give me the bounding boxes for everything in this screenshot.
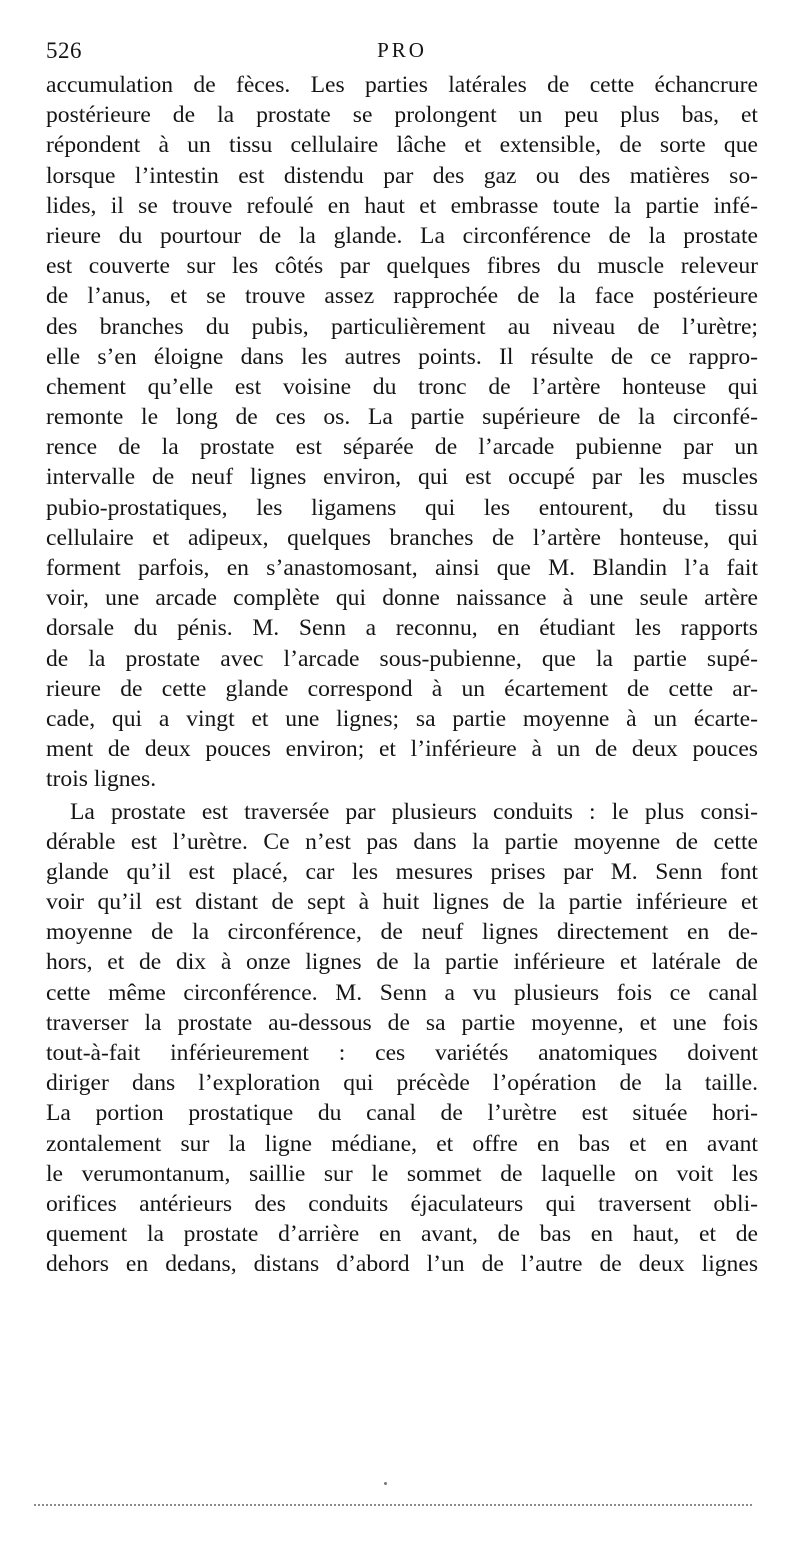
text-line: de la prostate avec l’arcade sous-pubienne, que la partie supé- <box>46 645 758 672</box>
text-line: tout-à-fait inférieurement : ces variétés anatomiques doivent <box>46 1040 758 1066</box>
text-line: zontalement sur la ligne médiane, et offre en bas et en avant <box>46 1130 758 1157</box>
text-line: traverser la prostate au-dessous de sa partie moyenne, et une fois <box>46 1009 758 1036</box>
text-line: lorsque l’intestin est distendu par des gaz ou des matières so- <box>46 162 758 189</box>
text-line: La portion prostatique du canal de l’urètre est située hori- <box>46 1100 758 1127</box>
footer-rule <box>34 1504 752 1506</box>
paragraph-1 <box>46 70 758 795</box>
text-line: rence de la prostate est séparée de l’arcade pubienne par un <box>46 434 758 461</box>
page-number: 526 <box>46 38 82 63</box>
section-title: PRO <box>377 38 427 62</box>
text-line: remonte le long de ces os. La partie supérieure de la circonfé- <box>46 404 758 431</box>
text-line: voir qu’il est distant de sept à huit lignes de la partie inférieure et <box>46 889 758 916</box>
text-line: dorsale du pénis. M. Senn a reconnu, en étudiant les rapports <box>46 615 758 642</box>
text-line: intervalle de neuf lignes environ, qui est occupé par les muscles <box>46 464 758 491</box>
text-line: quement la prostate d’arrière en avant, de bas en haut, et de <box>46 1221 758 1248</box>
ink-dot <box>384 1482 387 1485</box>
text-line: lides, il se trouve refoulé en haut et embrasse toute la partie infé- <box>46 192 758 219</box>
running-head <box>46 38 758 70</box>
text-line: dérable est l’urètre. Ce n’est pas dans la partie moyenne de cette <box>46 828 758 855</box>
text-line: chement qu’elle est voisine du tronc de l’artère honteuse qui <box>46 373 758 400</box>
text-line: cade, qui a vingt et une lignes; sa partie moyenne à un écarte- <box>46 705 758 732</box>
paragraph-2 <box>46 797 758 1280</box>
text-line: moyenne de la circonférence, de neuf lignes directement en de- <box>46 919 758 946</box>
text-line: La prostate est traversée par plusieurs conduits : le plus consi- <box>70 798 758 825</box>
text-line: voir, une arcade complète qui donne naissance à une seule artère <box>46 585 758 612</box>
text-line: trois lignes. <box>46 766 157 793</box>
text-line: diriger dans l’exploration qui précède l’opération de la taille. <box>46 1070 758 1097</box>
text-line: rieure du pourtour de la glande. La circonférence de la prostate <box>46 222 758 249</box>
text-line: postérieure de la prostate se prolongent un peu plus bas, et <box>46 102 758 129</box>
text-line: de l’anus, et se trouve assez rapprochée de la face postérieure <box>46 283 758 310</box>
text-line: hors, et de dix à onze lignes de la partie inférieure et latérale de <box>46 949 758 976</box>
text-line: forment parfois, en s’anastomosant, ainsi que M. Blandin l’a fait <box>46 555 758 581</box>
text-line: dehors en dedans, distans d’abord l’un de l’autre de deux lignes <box>46 1251 758 1278</box>
text-line: pubio-prostatiques, les ligamens qui les entourent, du tissu <box>46 494 758 521</box>
text-line: cette même circonférence. M. Senn a vu plusieurs fois ce canal <box>46 979 758 1006</box>
text-line: rieure de cette glande correspond à un écartement de cette ar- <box>46 675 758 702</box>
text-line: répondent à un tissu cellulaire lâche et extensible, de sorte que <box>46 132 758 159</box>
page-content <box>46 38 758 1280</box>
text-line: cellulaire et adipeux, quelques branches de l’artère honteuse, qui <box>46 524 758 551</box>
text-line: glande qu’il est placé, car les mesures prises par M. Senn font <box>46 858 758 885</box>
text-line: des branches du pubis, particulièrement au niveau de l’urètre; <box>46 313 758 340</box>
body-text <box>46 70 758 1280</box>
text-line: elle s’en éloigne dans les autres points. Il résulte de ce rappro- <box>46 343 758 370</box>
text-line: le verumontanum, saillie sur le sommet de laquelle on voit les <box>46 1160 758 1187</box>
text-line: orifices antérieurs des conduits éjaculateurs qui traversent obli- <box>46 1190 758 1217</box>
text-line: est couverte sur les côtés par quelques fibres du muscle releveur <box>46 253 758 280</box>
text-line: ment de deux pouces environ; et l’inférieure à un de deux pouces <box>46 736 758 763</box>
text-line: accumulation de fèces. Les parties latérales de cette échancrure <box>46 72 758 98</box>
